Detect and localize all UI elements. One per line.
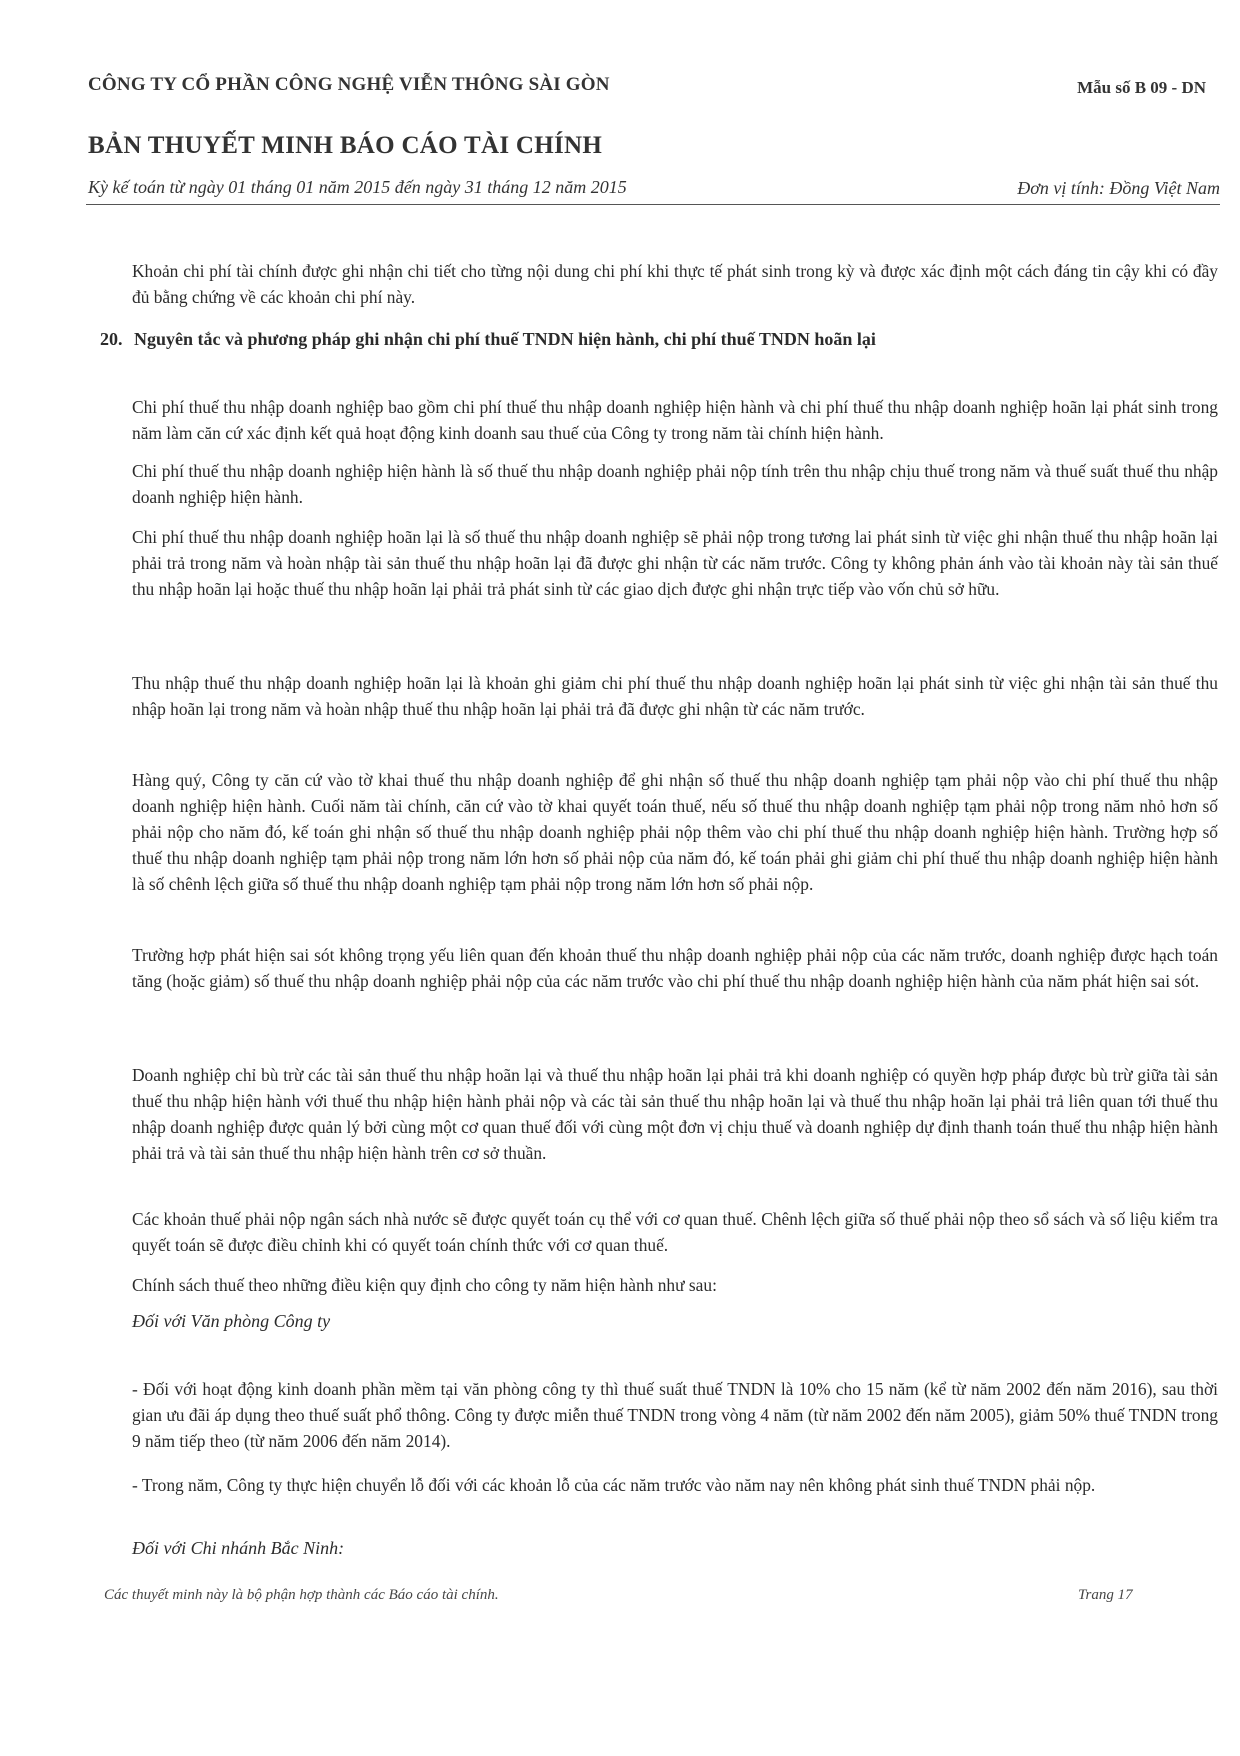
subheading-head-office: Đối với Văn phòng Công ty	[132, 1311, 331, 1331]
footer-note: Các thuyết minh này là bộ phận hợp thành các Báo cáo tài chính.	[104, 1587, 499, 1603]
header-divider	[86, 204, 1220, 205]
paragraph-10: - Đối với hoạt động kinh doanh phần mềm tại văn phòng công ty thì thuế suất thuế TNDN là 10% cho 15 năm (kể từ năm 2002 đến năm 2016), sau thời gian ưu đãi áp dụng theo thuế suất phổ thông. Công ty được miễn thuế TNDN trong vòng 4 năm (từ năm 2002 đến năm 2005), giảm 50% thuế TNDN trong 9 năm tiếp theo (từ năm 2006 đến năm 2014).	[132, 1379, 1218, 1451]
paragraph-6: Trường hợp phát hiện sai sót không trọng yếu liên quan đến khoản thuế thu nhập doanh nghiệp phải nộp của các năm trước, doanh nghiệp được hạch toán tăng (hoặc giảm) số thuế thu nhập doanh nghiệp phải nộp của các năm trước vào chi phí thuế thu nhập doanh nghiệp hiện hành của năm phát hiện sai sót.	[132, 945, 1218, 991]
section-title: Nguyên tắc và phương pháp ghi nhận chi phí thuế TNDN hiện hành, chi phí thuế TNDN hoãn lại	[134, 329, 876, 349]
paragraph-5: Hàng quý, Công ty căn cứ vào tờ khai thuế thu nhập doanh nghiệp để ghi nhận số thuế thu nhập doanh nghiệp tạm phải nộp vào chi phí thuế thu nhập doanh nghiệp hiện hành. Cuối năm tài chính, căn cứ vào tờ khai quyết toán thuế, nếu số thuế thu nhập doanh nghiệp tạm phải nộp trong năm nhỏ hơn số phải nộp cho năm đó, kế toán ghi nhận số thuế thu nhập doanh nghiệp phải nộp thêm vào chi phí thuế thu nhập doanh nghiệp hiện hành. Trường hợp số thuế thu nhập doanh nghiệp tạm phải nộp trong năm lớn hơn số phải nộp của năm đó, kế toán phải ghi giảm chi phí thuế thu nhập doanh nghiệp hiện hành là số chênh lệch giữa số thuế thu nhập doanh nghiệp tạm phải nộp trong năm lớn hơn số phải nộp.	[132, 770, 1218, 894]
company-name: CÔNG TY CỔ PHẦN CÔNG NGHỆ VIỄN THÔNG SÀI GÒN	[88, 74, 610, 95]
subheading-bac-ninh-branch: Đối với Chi nhánh Bắc Ninh:	[132, 1538, 345, 1558]
currency-unit: Đơn vị tính: Đồng Việt Nam	[1017, 178, 1220, 198]
paragraph-9: Chính sách thuế theo những điều kiện quy định cho công ty năm hiện hành như sau:	[132, 1275, 717, 1295]
paragraph-11: - Trong năm, Công ty thực hiện chuyển lỗ đối với các khoản lỗ của các năm trước vào năm nay nên không phát sinh thuế TNDN phải nộp.	[132, 1475, 1096, 1495]
page-number: Trang 17	[1078, 1587, 1133, 1603]
paragraph-7: Doanh nghiệp chỉ bù trừ các tài sản thuế thu nhập hoãn lại và thuế thu nhập hoãn lại phải trả khi doanh nghiệp có quyền hợp pháp được bù trừ giữa tài sản thuế thu nhập hiện hành với thuế thu nhập hiện hành phải nộp và các tài sản thuế thu nhập hoãn lại và thuế thu nhập hoãn lại phải trả liên quan tới thuế thu nhập doanh nghiệp được quản lý bởi cùng một cơ quan thuế đối với cùng một đơn vị chịu thuế và doanh nghiệp dự định thanh toán thuế thu nhập hiện hành phải trả và tài sản thuế thu nhập hiện hành trên cơ sở thuần.	[132, 1065, 1218, 1163]
paragraph-2: Chi phí thuế thu nhập doanh nghiệp hiện hành là số thuế thu nhập doanh nghiệp phải nộp tính trên thu nhập chịu thuế trong năm và thuế suất thuế thu nhập doanh nghiệp hiện hành.	[132, 461, 1218, 507]
paragraph-1: Chi phí thuế thu nhập doanh nghiệp bao gồm chi phí thuế thu nhập doanh nghiệp hiện hành và chi phí thuế thu nhập doanh nghiệp hoãn lại phát sinh trong năm làm căn cứ xác định kết quả hoạt động kinh doanh sau thuế của Công ty trong năm tài chính hiện hành.	[132, 397, 1218, 443]
paragraph-intro: Khoản chi phí tài chính được ghi nhận chi tiết cho từng nội dung chi phí khi thực tế phát sinh trong kỳ và được xác định một cách đáng tin cậy khi có đầy đủ bằng chứng về các khoản chi phí này.	[132, 261, 1218, 307]
section-number: 20.	[100, 329, 123, 349]
paragraph-3: Chi phí thuế thu nhập doanh nghiệp hoãn lại là số thuế thu nhập doanh nghiệp sẽ phải nộp trong tương lai phát sinh từ việc ghi nhận thuế thu nhập hoãn lại phải trả trong năm và hoàn nhập tài sản thuế thu nhập hoãn lại đã được ghi nhận từ các năm trước. Công ty không phản ánh vào tài khoản này tài sản thuế thu nhập hoãn lại hoặc thuế thu nhập hoãn lại phải trả phát sinh từ các giao dịch được ghi nhận trực tiếp vào vốn chủ sở hữu.	[132, 527, 1218, 599]
form-code: Mẫu số B 09 - DN	[1077, 78, 1206, 97]
reporting-period: Kỳ kế toán từ ngày 01 tháng 01 năm 2015 đến ngày 31 tháng 12 năm 2015	[88, 177, 627, 197]
document-title: BẢN THUYẾT MINH BÁO CÁO TÀI CHÍNH	[88, 132, 603, 159]
paragraph-4: Thu nhập thuế thu nhập doanh nghiệp hoãn lại là khoản ghi giảm chi phí thuế thu nhập doanh nghiệp hoãn lại phát sinh từ việc ghi nhận tài sản thuế thu nhập hoãn lại trong năm và hoàn nhập thuế thu nhập hoãn lại phải trả đã được ghi nhận từ các năm trước.	[132, 673, 1218, 719]
section-heading	[100, 329, 1220, 350]
paragraph-8: Các khoản thuế phải nộp ngân sách nhà nước sẽ được quyết toán cụ thể với cơ quan thuế. Chênh lệch giữa số thuế phải nộp theo sổ sách và số liệu kiểm tra quyết toán sẽ được điều chỉnh khi có quyết toán chính thức với cơ quan thuế.	[132, 1209, 1218, 1255]
